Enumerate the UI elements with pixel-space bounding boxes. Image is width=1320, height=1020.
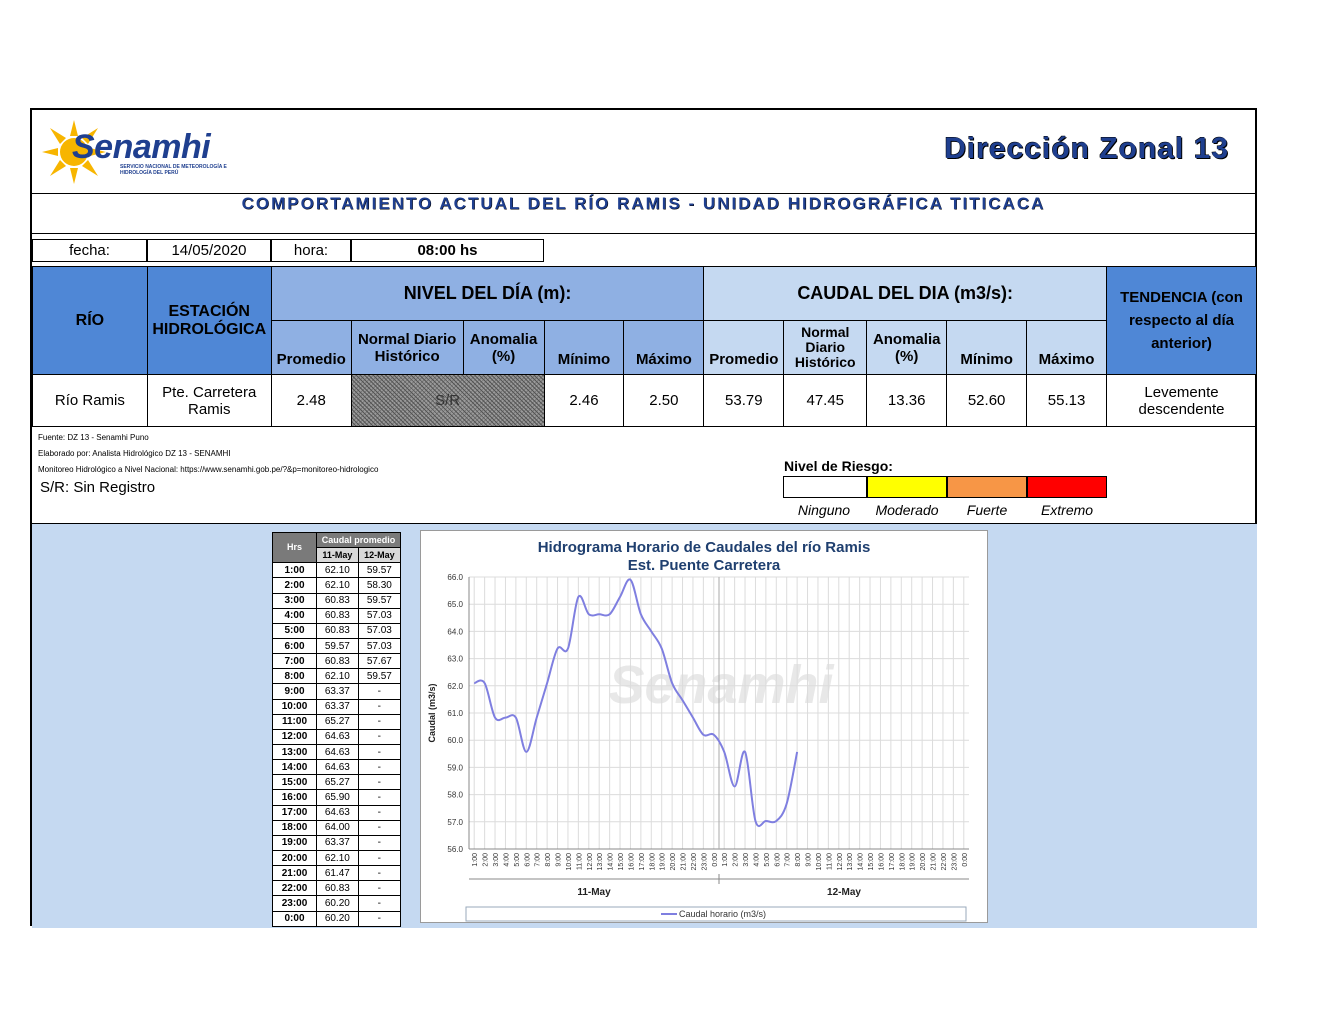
hourly-row [273, 638, 401, 653]
day2-cell: - [358, 820, 400, 835]
day2-cell: - [358, 744, 400, 759]
x-tick-label: 16:00 [878, 853, 886, 871]
x-tick-label: 8:00 [795, 853, 803, 867]
hourly-row [273, 760, 401, 775]
hora-label: hora: [271, 239, 351, 262]
x-tick-label: 4:00 [753, 853, 761, 867]
day2-cell: - [358, 881, 400, 896]
hourly-row [273, 820, 401, 835]
day1-cell: 60.20 [317, 911, 359, 926]
x-tick-label: 13:00 [847, 853, 855, 871]
day2-cell: 57.03 [358, 638, 400, 653]
day1-cell: 61.47 [317, 866, 359, 881]
caudal-anomalia-header: Anomalia (%) [867, 321, 947, 375]
riesgo-fuerte-label: Fuerte [966, 502, 1008, 518]
x-tick-label: 12:00 [836, 853, 844, 871]
x-tick-label: 6:00 [774, 853, 782, 867]
riesgo-ninguno-label: Ninguno [797, 502, 851, 518]
hour-cell: 22:00 [273, 881, 317, 896]
hourly-row [273, 729, 401, 744]
x-tick-label: 11:00 [576, 853, 584, 870]
day1-cell: 60.83 [317, 593, 359, 608]
y-tick-label: 65.0 [447, 600, 463, 610]
caudal-minimo-cell: 52.60 [947, 375, 1027, 427]
hourly-row [273, 850, 401, 865]
y-tick-label: 66.0 [447, 573, 463, 582]
day2-cell: 59.57 [358, 563, 400, 578]
hour-cell: 17:00 [273, 805, 317, 820]
day2-cell: 58.30 [358, 578, 400, 593]
hourly-row [273, 775, 401, 790]
day1-header: 11-May [317, 548, 359, 563]
x-tick-label: 22:00 [940, 853, 948, 871]
y-tick-label: 56.0 [447, 845, 463, 854]
hourly-row [273, 623, 401, 638]
x-tick-label: 13:00 [597, 853, 605, 871]
day1-cell: 62.10 [317, 578, 359, 593]
data-table [32, 266, 1257, 427]
logo-subtitle: SERVICIO NACIONAL DE METEOROLOGÍA E HIDROLOGÍA DEL PERÚ [120, 164, 227, 176]
hour-cell: 16:00 [273, 790, 317, 805]
hourly-table [272, 532, 401, 927]
hourly-row [273, 744, 401, 759]
x-tick-label: 21:00 [930, 853, 938, 871]
day1-cell: 65.90 [317, 790, 359, 805]
hour-cell: 10:00 [273, 699, 317, 714]
riesgo-ninguno-swatch [783, 476, 867, 498]
estacion-cell: Pte. Carretera Ramis [147, 375, 271, 427]
hourly-row [273, 714, 401, 729]
day2-cell: - [358, 729, 400, 744]
hour-cell: 19:00 [273, 835, 317, 850]
caudal-normal-header: Normal Diario Histórico [784, 321, 867, 375]
x-tick-label: 9:00 [805, 853, 813, 867]
y-tick-label: 57.0 [447, 817, 463, 827]
estacion-header: ESTACIÓN HIDROLÓGICA [147, 267, 271, 375]
x-tick-label: 17:00 [638, 853, 646, 871]
day2-cell: - [358, 775, 400, 790]
day1-cell: 63.37 [317, 835, 359, 850]
x-tick-label: 6:00 [524, 853, 532, 867]
caudal-normal-cell: 47.45 [784, 375, 867, 427]
day2-header: 12-May [358, 548, 400, 563]
x-tick-label: 22:00 [690, 853, 698, 871]
x-tick-label: 20:00 [670, 853, 678, 871]
day2-cell: - [358, 760, 400, 775]
y-tick-label: 60.0 [447, 736, 463, 746]
day1-cell: 60.83 [317, 881, 359, 896]
report-header [32, 110, 1255, 194]
day2-cell: - [358, 911, 400, 926]
hrs-header: Hrs [273, 533, 317, 563]
nivel-promedio-cell: 2.48 [271, 375, 351, 427]
day1-cell: 62.10 [317, 669, 359, 684]
x-tick-label: 12:00 [586, 853, 594, 871]
riesgo-moderado-label: Moderado [875, 502, 939, 518]
y-tick-label: 64.0 [447, 627, 463, 637]
x-tick-label: 2:00 [732, 853, 740, 867]
x-tick-label: 3:00 [493, 853, 501, 867]
caudal-promedio-header: Promedio [704, 321, 784, 375]
rio-header: RÍO [33, 267, 148, 375]
day1-cell: 63.37 [317, 699, 359, 714]
hourly-row [273, 578, 401, 593]
caudal-minimo-header: Mínimo [947, 321, 1027, 375]
logo-wordmark: Senamhi [72, 128, 211, 166]
riesgo-extremo-swatch [1027, 476, 1107, 498]
day1-cell: 65.27 [317, 775, 359, 790]
chart-title-line1: Hidrograma Horario de Caudales del río Ramis [537, 539, 871, 556]
hour-cell: 1:00 [273, 563, 317, 578]
x-tick-label: 16:00 [628, 853, 636, 871]
nivel-header: NIVEL DEL DÍA (m): [271, 267, 704, 321]
hourly-row [273, 654, 401, 669]
x-tick-label: 3:00 [743, 853, 751, 867]
x-tick-label: 14:00 [607, 853, 615, 871]
legend-label: Caudal horario (m3/s) [679, 909, 767, 919]
hourly-row [273, 805, 401, 820]
nivel-normal-header: Normal Diario Histórico [351, 321, 463, 375]
hour-cell: 5:00 [273, 623, 317, 638]
zone-title: Dirección Zonal 13 [944, 132, 1229, 165]
x-tick-label: 0:00 [711, 853, 719, 867]
hour-cell: 20:00 [273, 850, 317, 865]
day2-cell: - [358, 835, 400, 850]
fuente-note: Fuente: DZ 13 - Senamhi Puno [38, 433, 149, 442]
hour-cell: 8:00 [273, 669, 317, 684]
x-tick-label: 23:00 [951, 853, 959, 871]
elaborado-note: Elaborado por: Analista Hidrológico DZ 13 - SENAMHI [38, 449, 231, 458]
day1-cell: 60.83 [317, 608, 359, 623]
y-tick-label: 59.0 [447, 763, 463, 773]
caudal-promedio-cell: 53.79 [704, 375, 784, 427]
nivel-promedio-header: Promedio [271, 321, 351, 375]
hourly-row [273, 563, 401, 578]
x-tick-label: 15:00 [618, 853, 626, 871]
hour-cell: 7:00 [273, 654, 317, 669]
chart-watermark: Senamhi [608, 655, 834, 715]
senamhi-logo [42, 116, 242, 188]
x-tick-label: 9:00 [555, 853, 563, 867]
x-tick-label: 14:00 [857, 853, 865, 871]
day1-cell: 65.27 [317, 714, 359, 729]
hour-cell: 15:00 [273, 775, 317, 790]
day2-cell: - [358, 850, 400, 865]
hour-cell: 2:00 [273, 578, 317, 593]
day1-cell: 64.63 [317, 760, 359, 775]
riesgo-extremo-label: Extremo [1040, 502, 1094, 518]
x-tick-label: 10:00 [815, 853, 823, 871]
hour-cell: 11:00 [273, 714, 317, 729]
x-tick-label: 18:00 [649, 853, 657, 871]
notes [38, 430, 378, 478]
y-tick-label: 61.0 [447, 709, 463, 718]
x-tick-label: 1:00 [722, 853, 730, 867]
day2-cell: - [358, 684, 400, 699]
day2-cell: - [358, 699, 400, 714]
day2-cell: 57.67 [358, 654, 400, 669]
x-tick-label: 8:00 [545, 853, 553, 867]
hour-cell: 12:00 [273, 729, 317, 744]
hourly-row [273, 608, 401, 623]
group-label: 11-May [577, 887, 611, 898]
x-tick-label: 2:00 [482, 853, 490, 867]
riesgo-fuerte-swatch [947, 476, 1027, 498]
rio-cell: Río Ramis [33, 375, 148, 427]
report-subtitle: COMPORTAMIENTO ACTUAL DEL RÍO RAMIS - UNIDAD HIDROGRÁFICA TITICACA [32, 194, 1255, 234]
x-tick-label: 10:00 [565, 853, 573, 871]
hourly-row [273, 684, 401, 699]
day1-cell: 62.10 [317, 850, 359, 865]
day1-cell: 64.63 [317, 805, 359, 820]
day1-cell: 60.83 [317, 654, 359, 669]
nivel-anomalia-header: Anomalia (%) [463, 321, 544, 375]
day2-cell: 59.57 [358, 593, 400, 608]
x-tick-label: 15:00 [868, 853, 876, 871]
hour-cell: 13:00 [273, 744, 317, 759]
day1-cell: 64.00 [317, 820, 359, 835]
x-tick-label: 21:00 [680, 853, 688, 871]
day2-cell: - [358, 790, 400, 805]
tendencia-cell: Levemente descendente [1107, 375, 1257, 427]
y-tick-label: 63.0 [447, 654, 463, 664]
day1-cell: 60.20 [317, 896, 359, 911]
hour-cell: 6:00 [273, 638, 317, 653]
tendencia-header: TENDENCIA (con respecto al día anterior) [1107, 267, 1257, 375]
day2-cell: - [358, 805, 400, 820]
hourly-row [273, 896, 401, 911]
report-sheet [30, 108, 1257, 926]
day2-cell: 59.57 [358, 669, 400, 684]
hour-cell: 21:00 [273, 866, 317, 881]
y-tick-label: 62.0 [447, 681, 463, 691]
hourly-row [273, 669, 401, 684]
hourly-row [273, 911, 401, 926]
x-tick-label: 4:00 [503, 853, 511, 867]
monitoreo-note: Monitoreo Hidrológico a Nivel Nacional: https://www.senamhi.gob.pe/?&p=monitoreo-hidrologico [38, 465, 379, 474]
chart-title-line2: Est. Puente Carretera [627, 557, 781, 574]
x-tick-label: 7:00 [784, 853, 792, 867]
day1-cell: 64.63 [317, 729, 359, 744]
x-tick-label: 19:00 [659, 853, 667, 871]
y-axis-label: Caudal (m3/s) [427, 683, 437, 743]
riesgo-moderado-swatch [867, 476, 947, 498]
hour-cell: 9:00 [273, 684, 317, 699]
nivel-maximo-header: Máximo [624, 321, 704, 375]
day2-cell: - [358, 866, 400, 881]
nivel-maximo-cell: 2.50 [624, 375, 704, 427]
riesgo-title: Nivel de Riesgo: [784, 458, 893, 474]
hour-cell: 18:00 [273, 820, 317, 835]
hour-cell: 4:00 [273, 608, 317, 623]
y-tick-label: 58.0 [447, 790, 463, 800]
x-tick-label: 7:00 [534, 853, 542, 867]
caudal-maximo-header: Máximo [1027, 321, 1107, 375]
hourly-row [273, 881, 401, 896]
day1-cell: 62.10 [317, 563, 359, 578]
fecha-value: 14/05/2020 [147, 239, 271, 262]
x-tick-label: 5:00 [763, 853, 771, 867]
nivel-normal-anomalia-cell: S/R [351, 375, 544, 427]
x-tick-label: 18:00 [899, 853, 907, 871]
day1-cell: 63.37 [317, 684, 359, 699]
day1-cell: 64.63 [317, 744, 359, 759]
hourly-row [273, 866, 401, 881]
x-tick-label: 20:00 [920, 853, 928, 871]
x-tick-label: 23:00 [701, 853, 709, 871]
day2-cell: 57.03 [358, 623, 400, 638]
hour-cell: 0:00 [273, 911, 317, 926]
hour-cell: 3:00 [273, 593, 317, 608]
sr-note: S/R: Sin Registro [40, 479, 156, 496]
day2-cell: - [358, 896, 400, 911]
hour-cell: 23:00 [273, 896, 317, 911]
x-tick-label: 17:00 [888, 853, 896, 871]
caudal-anomalia-cell: 13.36 [867, 375, 947, 427]
hora-value: 08:00 hs [351, 239, 544, 262]
x-tick-label: 19:00 [909, 853, 917, 871]
x-tick-label: 0:00 [961, 853, 969, 867]
nivel-minimo-cell: 2.46 [544, 375, 624, 427]
day1-cell: 60.83 [317, 623, 359, 638]
hourly-row [273, 790, 401, 805]
fecha-label: fecha: [32, 239, 147, 262]
day2-cell: - [358, 714, 400, 729]
hydrograph-chart [420, 530, 988, 923]
caudal-header: CAUDAL DEL DIA (m3/s): [704, 267, 1107, 321]
hourly-row [273, 699, 401, 714]
chart-plot [421, 531, 987, 922]
hourly-row [273, 593, 401, 608]
x-tick-label: 11:00 [826, 853, 834, 870]
lower-panel [32, 523, 1257, 928]
caudal-maximo-cell: 55.13 [1027, 375, 1107, 427]
x-tick-label: 5:00 [513, 853, 521, 867]
hourly-row [273, 835, 401, 850]
day1-cell: 59.57 [317, 638, 359, 653]
group-label: 12-May [827, 887, 861, 898]
caudal-promedio-header: Caudal promedio [317, 533, 401, 548]
x-tick-label: 1:00 [472, 853, 480, 867]
nivel-minimo-header: Mínimo [544, 321, 624, 375]
hour-cell: 14:00 [273, 760, 317, 775]
day2-cell: 57.03 [358, 608, 400, 623]
